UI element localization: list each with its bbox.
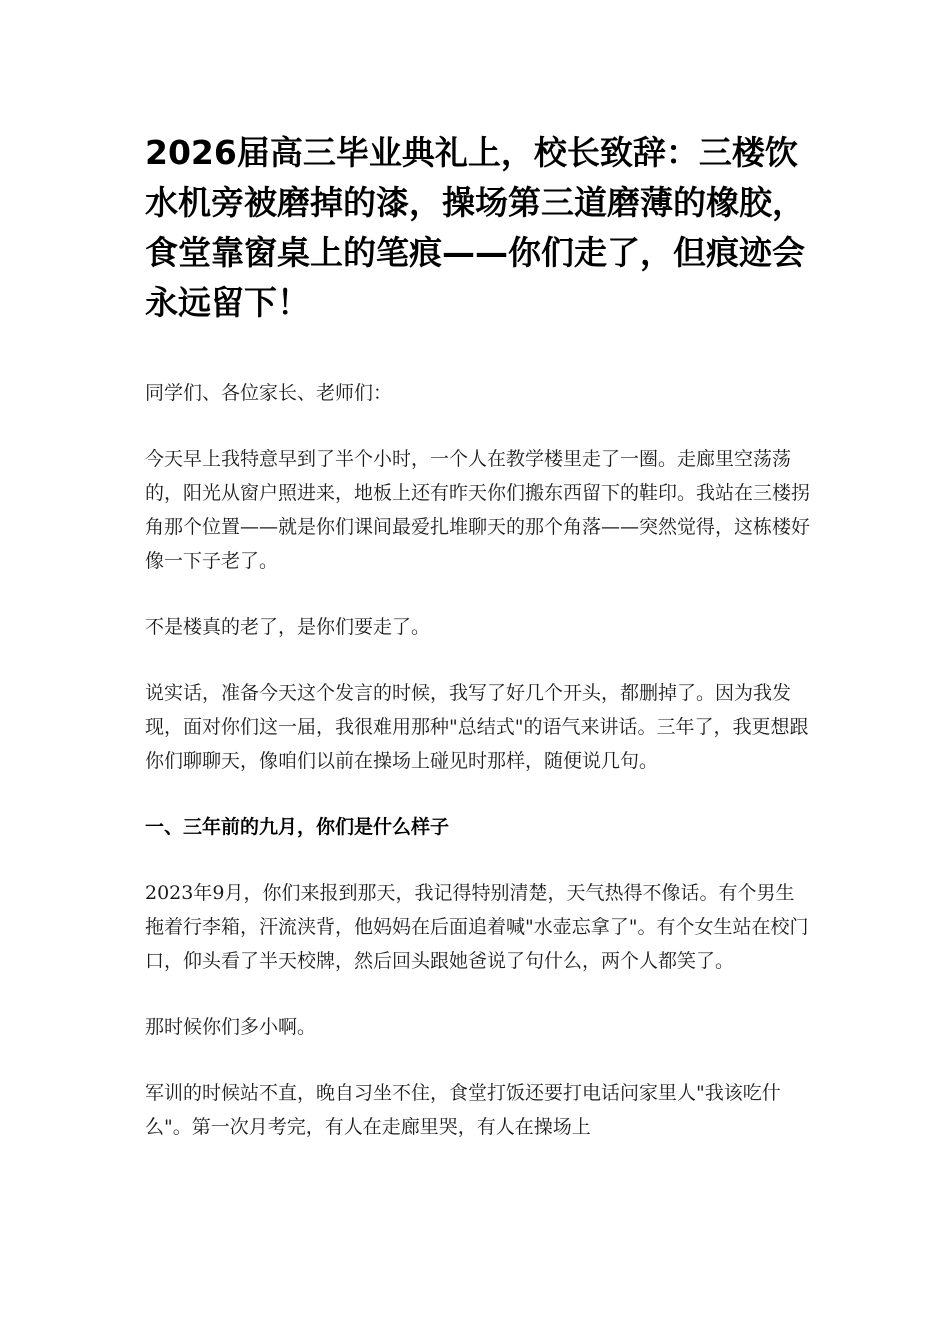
paragraph-3: 说实话，准备今天这个发言的时候，我写了好几个开头，都删掉了。因为我发现，面对你们这一届，我很难用那种"总结式"的语气来讲话。三年了，我更想跟你们聊聊天，像咱们以前在操场上碰见时那样，随便说几句。 <box>145 682 809 772</box>
paragraph-6: 军训的时候站不直，晚自习坐不住，食堂打饭还要打电话问家里人"我该吃什么"。第一次月考完，有人在走廊里哭，有人在操场上 <box>145 1082 781 1138</box>
document-title: 2026届高三毕业典礼上，校长致辞：三楼饮水机旁被磨掉的漆，操场第三道磨薄的橡胶，食堂靠窗桌上的笔痕——你们走了，但痕迹会永远留下！ <box>145 133 805 322</box>
greeting-paragraph: 同学们、各位家长、老师们： <box>145 382 393 404</box>
paragraph-2: 不是楼真的老了，是你们要走了。 <box>145 616 431 638</box>
document-page <box>145 128 810 1176</box>
paragraph-1: 今天早上我特意早到了半个小时，一个人在教学楼里走了一圈。走廊里空荡荡的，阳光从窗户照进来，地板上还有昨天你们搬东西留下的鞋印。我站在三楼拐角那个位置——就是你们课间最爱扎堆聊天的那个角落——突然觉得，这栋楼好像一下子老了。 <box>145 448 811 572</box>
section-1-heading: 一、三年前的九月，你们是什么样子 <box>145 816 450 838</box>
paragraph-4: 2023年9月，你们来报到那天，我记得特别清楚，天气热得不像话。有个男生拖着行李箱，汗流浃背，他妈妈在后面追着喊"水壶忘拿了"。有个女生站在校门口，仰头看了半天校牌，然后回头跟她爸说了句什么，两个人都笑了。 <box>145 882 809 972</box>
paragraph-5: 那时候你们多小啊。 <box>145 1016 317 1038</box>
